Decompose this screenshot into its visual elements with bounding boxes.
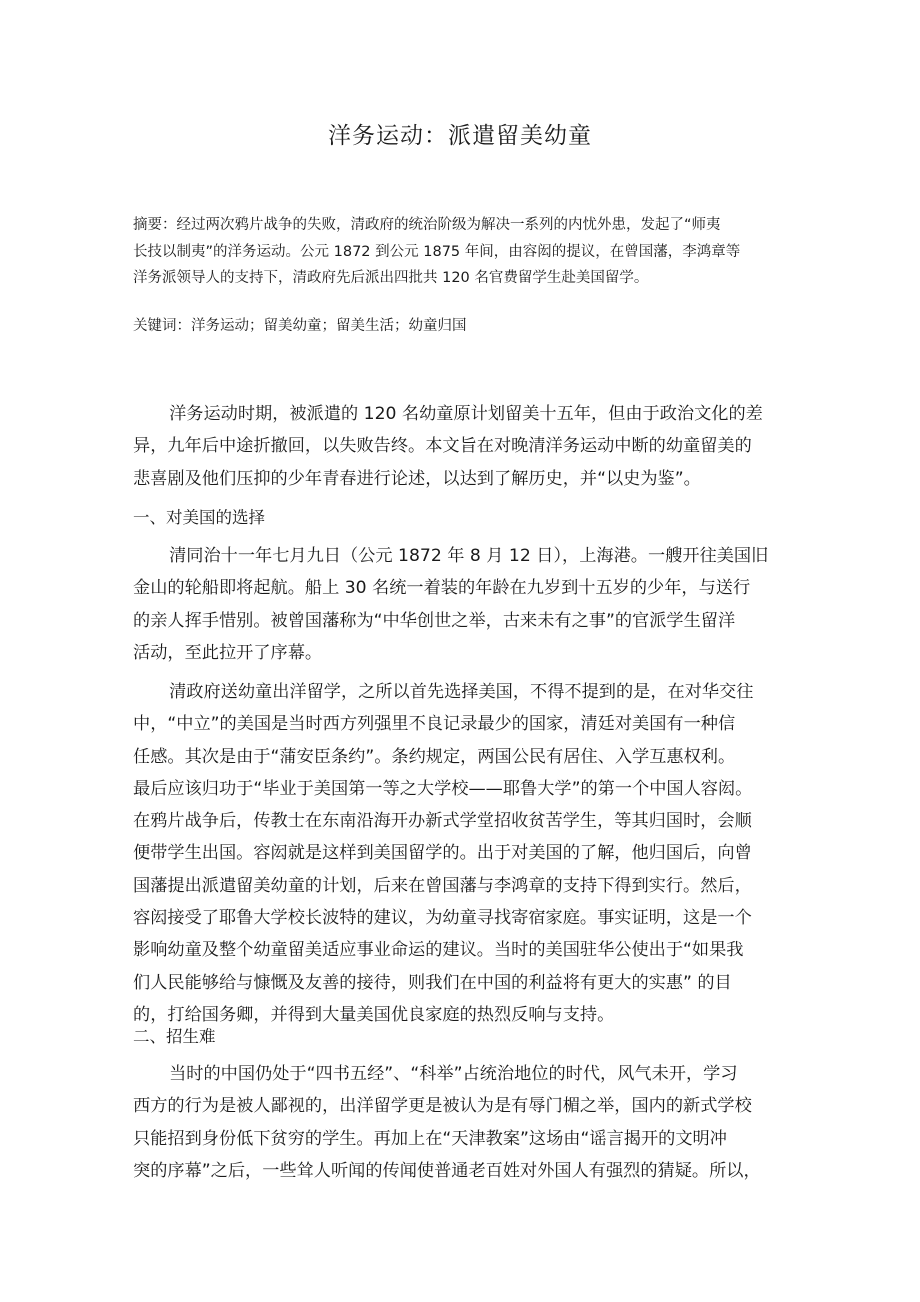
paragraph-line: 在鸦片战争后，传教士在东南沿海开办新式学堂招收贫苦学生，等其归国时，会顺 [133,811,752,832]
section1-paragraph-1 [133,540,803,669]
paragraph-line: 便带学生出国。容闳就是这样到美国留学的。出于对美国的了解，他归国后，向曾 [133,843,752,864]
paragraph-line: 最后应该归功于“毕业于美国第一等之大学校——耶鲁大学”的第一个中国人容闳。 [133,778,753,799]
paragraph-line: 清政府送幼童出洋留学，之所以首先选择美国，不得不提到的是，在对华交往 [169,682,754,702]
paragraph-line: 金山的轮船即将起航。船上 30 名统一着装的年龄在九岁到十五岁的少年，与送行 [133,578,751,599]
section2-paragraph-1 [133,1058,803,1187]
section1-paragraph-2 [133,676,803,1031]
paragraph-line: 突的序幕”之后，一些耸人听闻的传闻使普通老百姓对外国人有强烈的猜疑。所以， [133,1160,761,1181]
section-heading-1: 一、对美国的选择 [133,508,265,527]
abstract-line: 洋务派领导人的支持下，清政府先后派出四批共 120 名官费留学生赴美国留学。 [133,270,649,286]
paragraph-line: 西方的行为是被人鄙视的，出洋留学更是被认为是有辱门楣之举，国内的新式学校 [133,1096,752,1117]
paragraph-line: 只能招到身份低下贫穷的学生。再加上在“天津教案”这场由“谣言揭开的文明冲 [133,1128,727,1149]
abstract-line: 摘要：经过两次鸦片战争的失败，清政府的统治阶级为解决一系列的内忧外患，发起了“师夷 [133,217,721,233]
paragraph-line: 异，九年后中途折撤回，以失败告终。本文旨在对晚清洋务运动中断的幼童留美的 [133,436,752,457]
paragraph-line: 的，打给国务卿，并得到大量美国优良家庭的热烈反响与支持。 [133,1004,615,1025]
paragraph-line: 悲喜剧及他们压抑的少年青春进行论述，以达到了解历史，并“以史为鉴”。 [133,468,701,489]
section-heading-2: 二、招生难 [133,1027,216,1046]
paragraph-line: 当时的中国仍处于“四书五经”、“科举”占统治地位的时代，风气未开，学习 [169,1064,738,1084]
abstract [133,212,813,292]
intro-paragraph [133,398,803,495]
abstract-line: 长技以制夷”的洋务运动。公元 1872 到公元 1875 年间，由容闳的提议，在曾国藩，李鸿章等 [133,243,741,260]
paragraph-line: 活动，至此拉开了序幕。 [133,642,323,663]
paragraph-line: 中，“中立”的美国是当时西方列强里不良记录最少的国家，清廷对美国有一种信 [133,714,736,735]
paragraph-line: 们人民能够给与慷慨及友善的接待，则我们在中国的利益将有更大的实惠” 的目 [133,972,732,993]
paragraph-line: 洋务运动时期，被派遣的 120 名幼童原计划留美十五年，但由于政治文化的差 [169,404,763,424]
paragraph-line: 的亲人挥手惜别。被曾国藩称为“中华创世之举，古来未有之事”的官派学生留洋 [133,610,736,631]
keywords: 关键词：洋务运动；留美幼童；留美生活；幼童归国 [133,318,467,334]
paragraph-line: 任感。其次是由于“蒲安臣条约”。条约规定，两国公民有居住、入学互惠权利。 [133,746,736,767]
paragraph-line: 国藩提出派遣留美幼童的计划，后来在曾国藩与李鸿章的支持下得到实行。然后， [133,875,752,896]
paragraph-line: 容闳接受了耶鲁大学校长波特的建议，为幼童寻找寄宿家庭。事实证明，这是一个 [133,908,752,929]
paragraph-line: 清同治十一年七月九日（公元 1872 年 8 月 12 日），上海港。一艘开往美国旧 [169,546,769,566]
paragraph-line: 影响幼童及整个幼童留美适应事业命运的建议。当时的美国驻华公使出于“如果我 [133,940,744,961]
document-title: 洋务运动：派遣留美幼童 [328,123,592,149]
